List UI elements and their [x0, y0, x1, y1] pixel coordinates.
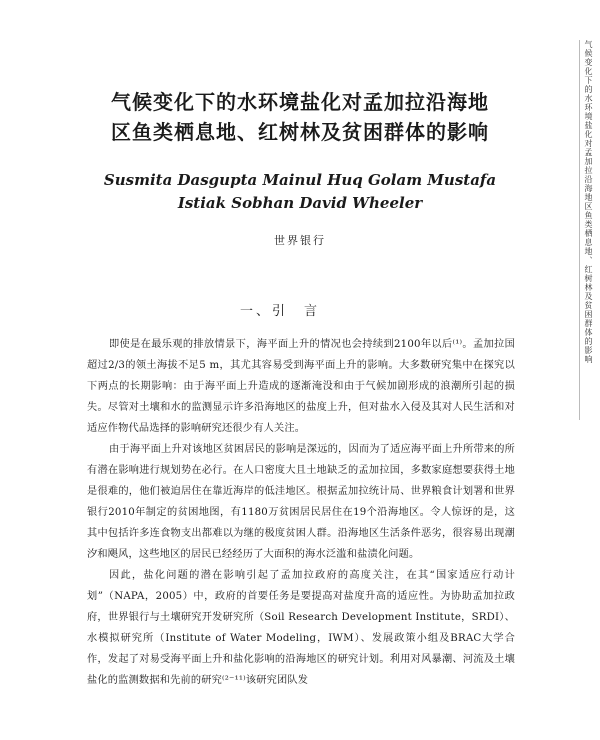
body-text: [87, 334, 515, 691]
paper-title-line-1: 气候变化下的水环境盐化对孟加拉沿海地: [111, 90, 489, 114]
running-header: 气候变化下的水环境盐化对孟加拉沿海地区鱼类栖息地、红树林及贫困群体的影响: [584, 40, 593, 364]
author-list-line-2: Istiak Sobhan David Wheeler: [177, 194, 423, 212]
section-number: 一、: [240, 304, 273, 319]
paragraph-3: 因此，盐化问题的潜在影响引起了孟加拉政府的高度关注，在其“国家适应行动计划”（NAPA，2005）中，政府的首要任务是要提高对盐度升高的适应性。为协助孟加拉政府，世界银行与土壤研究开发研究所（Soil Research Development Institute，SRDI）、水模拟研究所（Institute of Water Modeling，IWM）、发展政策小组及BRAC大学合作，发起了对易受海平面上升和盐化影响的沿海地区的研究计划。利用对风暴潮、河流及土壤盐化的监测数据和先前的研究⁽²⁻¹¹⁾该研究团队发: [87, 570, 515, 686]
paper-title-line-2: 区鱼类栖息地、红树林及贫困群体的影响: [111, 120, 489, 144]
margin-rule: [579, 40, 580, 420]
paragraph-1: 即使是在最乐观的排放情景下，海平面上升的情况也会持续到2100年以后⁽¹⁾。孟加拉国超过2/3的领土海拔不足5 m，其尤其容易受到海平面上升的影响。大多数研究集中在探究以下两点的长期影响：由于海平面上升造成的逐渐淹没和由于气候加剧形成的浪潮所引起的损失。尽管对土壤和水的监测显示许多沿海地区的盐度上升，但对盐水入侵及其对人民生活和对适应作物代品选择的影响研究还很少有人关注。: [87, 339, 515, 434]
section-title-text: 引 言: [272, 304, 321, 319]
affiliation: 世界银行: [274, 234, 326, 247]
author-list-line-1: Susmita Dasgupta Mainul Huq Golam Mustafa: [103, 171, 497, 189]
paragraph-2: 由于海平面上升对该地区贫困居民的影响是深远的，因而为了适应海平面上升所带来的所有潜在影响进行规划势在必行。在人口密度大且土地缺乏的孟加拉国，多数家庭想要获得土地是很难的，他们被迫居住在靠近海岸的低洼地区。根据孟加拉统计局、世界粮食计划署和世界银行2010年制定的贫困地图，有1180万贫困居民居住在19个沿海地区。令人惊讶的是，这其中包括许多连食物支出都难以为继的极度贫困人群。沿海地区生活条件恶劣，很容易出现潮汐和飓风，这些地区的居民已经经历了大面积的海水泛滥和盐渍化问题。: [87, 444, 515, 560]
section-heading: [240, 300, 320, 319]
